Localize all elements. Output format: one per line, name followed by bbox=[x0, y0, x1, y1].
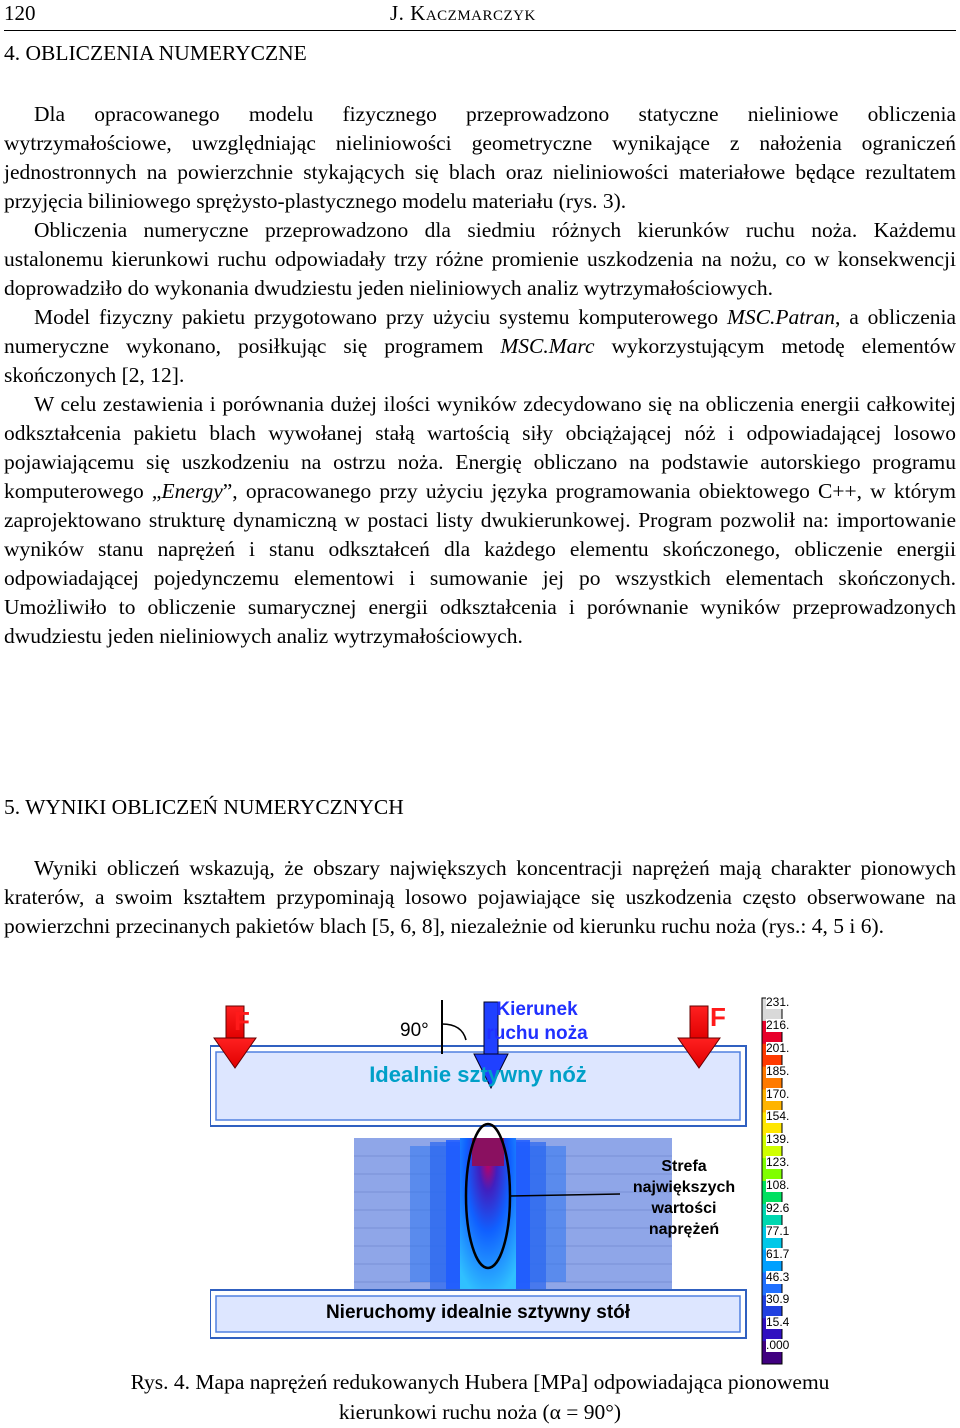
section-4-title: 4. OBLICZENIA NUMERYCZNE bbox=[4, 41, 307, 65]
color-scale-value: 92.6 bbox=[766, 1200, 790, 1215]
angle-label: 90° bbox=[400, 1020, 429, 1041]
page-number: 120 bbox=[4, 1, 36, 25]
section-5-title: 5. WYNIKI OBLICZEŃ NUMERYCZNYCH bbox=[4, 795, 404, 819]
color-scale-value: 15.4 bbox=[766, 1315, 790, 1330]
author-name: J. Kaczmarczyk bbox=[390, 1, 536, 25]
color-scale-value: 139. bbox=[766, 1132, 790, 1147]
stress-crater bbox=[410, 1138, 566, 1308]
color-scale-value: 216. bbox=[766, 1017, 790, 1032]
paragraph: Wyniki obliczeń wskazują, że obszary największych koncentracji naprężeń mają charakter pionowych kraterów, a swoim kształtem przypominają losowo pojawiające się uszkodzenia często obserwowane na powierzchni przecinanych pakietów blach [5, 6, 8], niezależnie od kierunku ruchu noża (rys.: 4, 5 i 6). bbox=[4, 856, 956, 938]
section-5-body bbox=[4, 854, 956, 941]
color-scale-value: 170. bbox=[766, 1086, 790, 1101]
paragraph: Model fizyczny pakietu przygotowano przy użyciu systemu komputerowego MSC.Patran, a obliczenia numeryczne wykonano, posiłkując się programem MSC.Marc wykorzystującym metodę elementów skończonych [2, 12]. bbox=[4, 305, 957, 387]
section-4-body bbox=[4, 100, 956, 651]
knife-label: Idealnie sztywny nóż bbox=[369, 1062, 587, 1087]
force-label-left: F bbox=[234, 1006, 250, 1036]
running-header bbox=[4, 0, 956, 31]
figure-caption bbox=[4, 1367, 956, 1427]
color-scale-value: 231. bbox=[766, 995, 790, 1009]
caption-line-1: Rys. 4. Mapa naprężeń redukowanych Hubera [MPa] odpowiadająca pionowemu bbox=[130, 1370, 830, 1394]
paragraph: Dla opracowanego modelu fizycznego przeprowadzono statyczne nieliniowe obliczenia wytrzymałościowe, uwzględniając nieliniowości geometryczne wynikające z nałożenia ograniczeń jednostronnych na powierzchnie stykających się blach oraz nieliniowości materiałowe będące rezultatem przyjęcia biliniowego sprężysto-plastycznego modelu materiału (rys. 3). bbox=[4, 102, 956, 213]
color-scale-value: 77.1 bbox=[766, 1223, 790, 1238]
color-scale-value: 46.3 bbox=[766, 1269, 790, 1284]
color-scale-value: 201. bbox=[766, 1040, 790, 1055]
stress-map-figure bbox=[210, 996, 800, 1366]
color-scale-value: 154. bbox=[766, 1109, 790, 1124]
max-stress-zone-label: Strefa największych wartości naprężeń bbox=[632, 1158, 736, 1238]
direction-label: Kierunek ruchu noża bbox=[486, 999, 588, 1044]
color-scale-value: 30.9 bbox=[766, 1292, 790, 1307]
color-scale-value: .000 bbox=[766, 1338, 790, 1353]
paragraph: W celu zestawienia i porównania dużej ilości wyników zdecydowano się na obliczenia energii całkowitej odkształcenia pakietu blach wywołanej stałą wartością siły obciążającej nóż i odpowiadającej losowo pojawiającemu się uszkodzeniu na ostrzu noża. Energię obliczano na podstawie autorskiego programu komputerowego „Energy”, opracowanego przy użyciu języka programowania obiektowego C++, w którym zaprojektowano strukturę dynamiczną w postaci listy dwukierunkowej. Program pozwolił na: importowanie wyników stanu naprężeń i stanu odkształceń dla każdego elementu skończonego, obliczenie energii odpowiadającej pojedynczemu elementowi i sumowanie jej po wszystkich elementach skończonych. Umożliwiło to obliczenie sumarycznej energii odkształcenia i porównanie wyników przeprowadzonych dwudziestu jeden nieliniowych analiz wytrzymałościowych. bbox=[4, 392, 957, 648]
color-scale-value: 185. bbox=[766, 1063, 790, 1078]
color-scale-labels bbox=[766, 996, 800, 1366]
table-label: Nieruchomy idealnie sztywny stół bbox=[325, 1302, 631, 1323]
caption-line-2: kierunkowi ruchu noża (α = 90°) bbox=[338, 1400, 622, 1424]
color-scale-value: 123. bbox=[766, 1155, 790, 1170]
force-label-right: F bbox=[710, 1002, 726, 1032]
color-scale-value: 61.7 bbox=[766, 1246, 790, 1261]
color-scale-value: 108. bbox=[766, 1178, 790, 1192]
paragraph: Obliczenia numeryczne przeprowadzono dla siedmiu różnych kierunków ruchu noża. Każdemu ustalonemu kierunkowi ruchu odpowiadały trzy różne promienie uszkodzenia na nożu, co w konsekwencji doprowadziło do wykonania dwudziestu jeden nieliniowych analiz wytrzymałościowych. bbox=[4, 218, 956, 300]
